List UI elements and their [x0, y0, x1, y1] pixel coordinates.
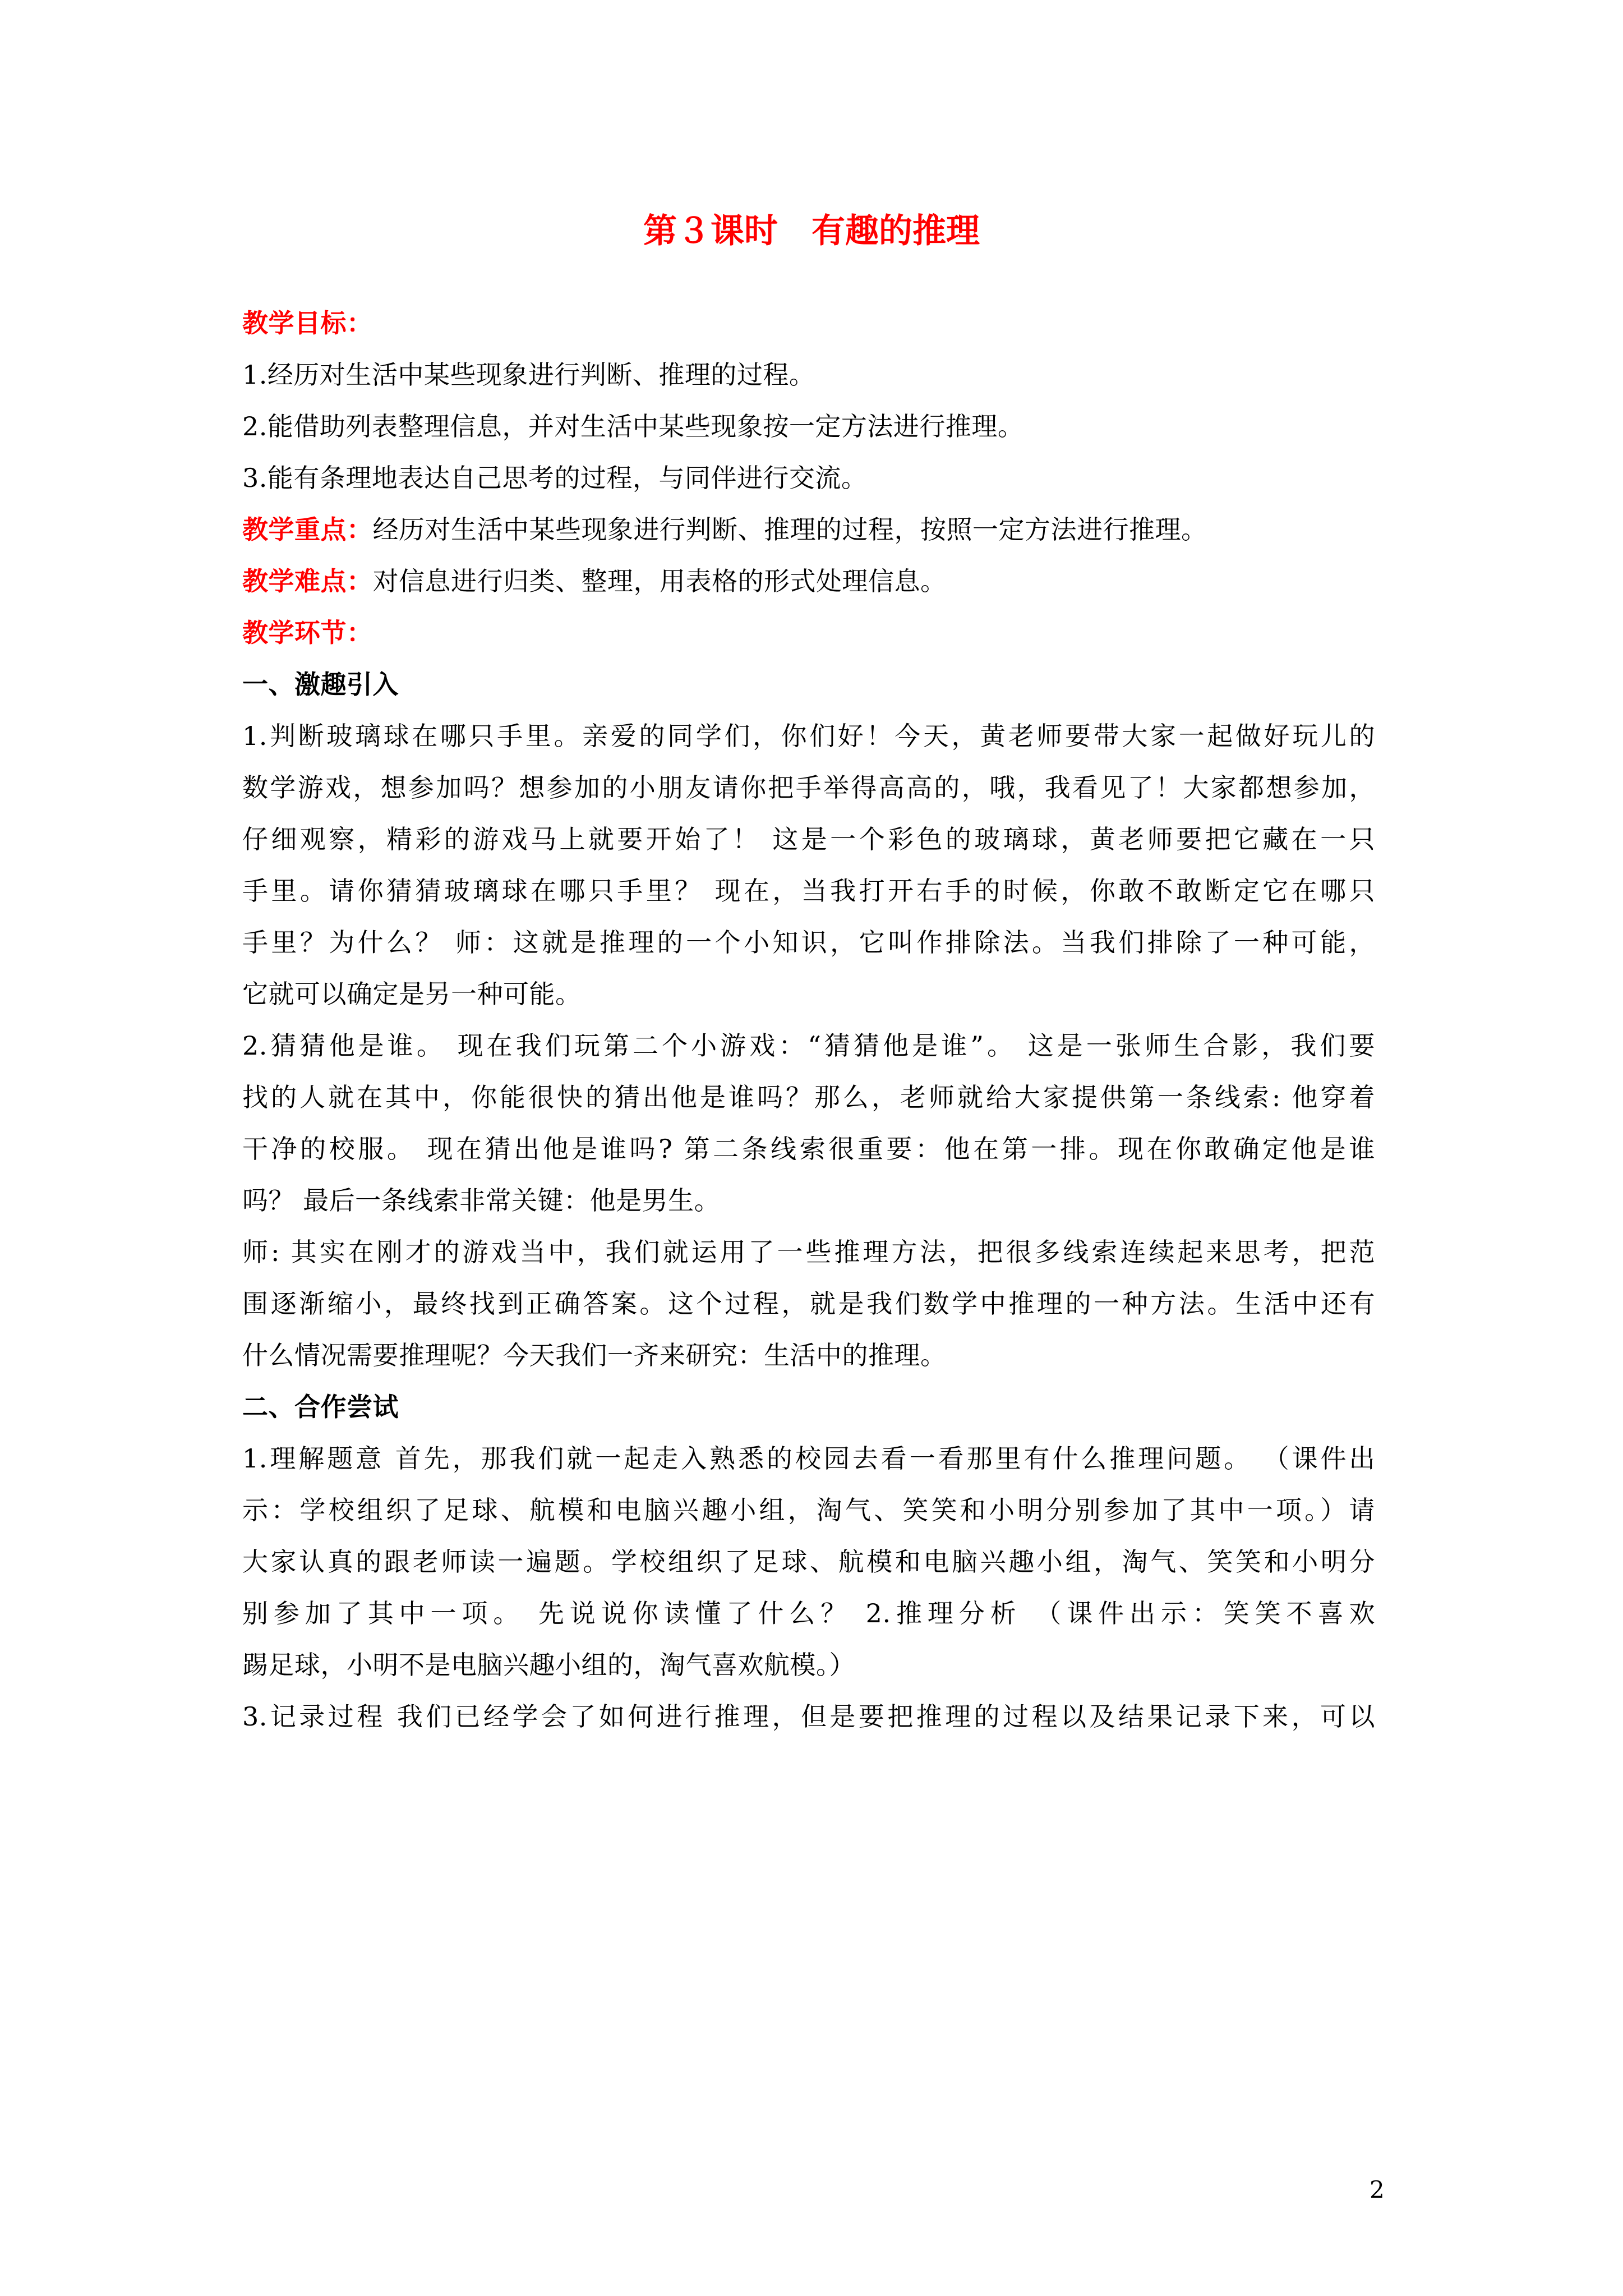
section-heading-intro: 一、激趣引入: [242, 669, 399, 700]
key-point-row: [242, 504, 1375, 555]
goals-heading: 教学目标：: [242, 308, 373, 338]
paragraph-line: 大家认真的跟老师读一遍题。学校组织了足球、航模和电脑兴趣小组，淘气、笑笑和小明分: [242, 1547, 1375, 1577]
paragraph-line: 1.理解题意 首先，那我们就一起走入熟悉的校园去看一看那里有什么推理问题。 （课件出: [242, 1443, 1375, 1474]
paragraph-line: 1.判断玻璃球在哪只手里。亲爱的同学们，你们好！今天，黄老师要带大家一起做好玩儿的: [242, 721, 1375, 751]
paragraph-line: 手里。请你猜猜玻璃球在哪只手里？ 现在，当我打开右手的时候，你敢不敢断定它在哪只: [242, 876, 1375, 906]
difficulty-row: [242, 555, 1375, 607]
paragraph-line: 3.记录过程 我们已经学会了如何进行推理，但是要把推理的过程以及结果记录下来，可以: [242, 1701, 1375, 1732]
difficulty-text: 对信息进行归类、整理，用表格的形式处理信息。: [372, 566, 947, 596]
paragraph-line: 它就可以确定是另一种可能。: [242, 979, 582, 1009]
paragraph-line: 别参加了其中一项。 先说说你读懂了什么？ 2.推理分析 （课件出示：笑笑不喜欢: [242, 1598, 1375, 1628]
paragraph-line: 手里？为什么？ 师：这就是推理的一个小知识，它叫作排除法。当我们排除了一种可能，: [242, 927, 1375, 958]
paragraph-line: 找的人就在其中，你能很快的猜出他是谁吗？那么，老师就给大家提供第一条线索: 他穿着: [242, 1082, 1375, 1112]
paragraph-line: 踢足球，小明不是电脑兴趣小组的，淘气喜欢航模。）: [242, 1650, 855, 1680]
page-number: 2: [1370, 2176, 1385, 2203]
paragraph-line: 示：学校组织了足球、航模和电脑兴趣小组，淘气、笑笑和小明分别参加了其中一项。）请: [242, 1495, 1375, 1525]
paragraph-line: 师: 其实在刚才的游戏当中，我们就运用了一些推理方法，把很多线索连续起来思考，把范: [242, 1237, 1375, 1267]
steps-heading: 教学环节：: [242, 618, 373, 648]
paragraph-line: 仔细观察，精彩的游戏马上就要开始了！ 这是一个彩色的玻璃球，黄老师要把它藏在一只: [242, 824, 1375, 854]
goal-item: 1.经历对生活中某些现象进行判断、推理的过程。: [242, 360, 815, 390]
page-title: [0, 211, 1623, 251]
paragraph-line: 什么情况需要推理呢？今天我们一齐来研究：生活中的推理。: [242, 1340, 947, 1370]
goal-item: 2.能借助列表整理信息，并对生活中某些现象按一定方法进行推理。: [242, 411, 1024, 441]
goal-item: 3.能有条理地表达自己思考的过程，与同伴进行交流。: [242, 463, 868, 493]
title-lesson-number: 第３课时: [643, 211, 778, 251]
paragraph-line: 数学游戏，想参加吗？想参加的小朋友请你把手举得高高的，哦，我看见了！大家都想参加，: [242, 772, 1375, 803]
paragraph-line: 2.猜猜他是谁。 现在我们玩第二个小游戏：“猜猜他是谁”。 这是一张师生合影，我们要: [242, 1030, 1375, 1061]
key-point-label: 教学重点：: [242, 514, 373, 545]
document-body: [242, 297, 1375, 1742]
paragraph-line: 干净的校服。 现在猜出他是谁吗? 第二条线索很重要：他在第一排。现在你敢确定他是谁: [242, 1134, 1375, 1164]
title-lesson-name: 有趣的推理: [811, 211, 980, 251]
paragraph-line: 围逐渐缩小，最终找到正确答案。这个过程，就是我们数学中推理的一种方法。生活中还有: [242, 1289, 1375, 1319]
section-heading-cooperation: 二、合作尝试: [242, 1392, 399, 1422]
difficulty-label: 教学难点：: [242, 566, 373, 596]
paragraph-line: 吗？ 最后一条线索非常关键：他是男生。: [242, 1185, 721, 1216]
key-point-text: 经历对生活中某些现象进行判断、推理的过程，按照一定方法进行推理。: [372, 514, 1207, 545]
